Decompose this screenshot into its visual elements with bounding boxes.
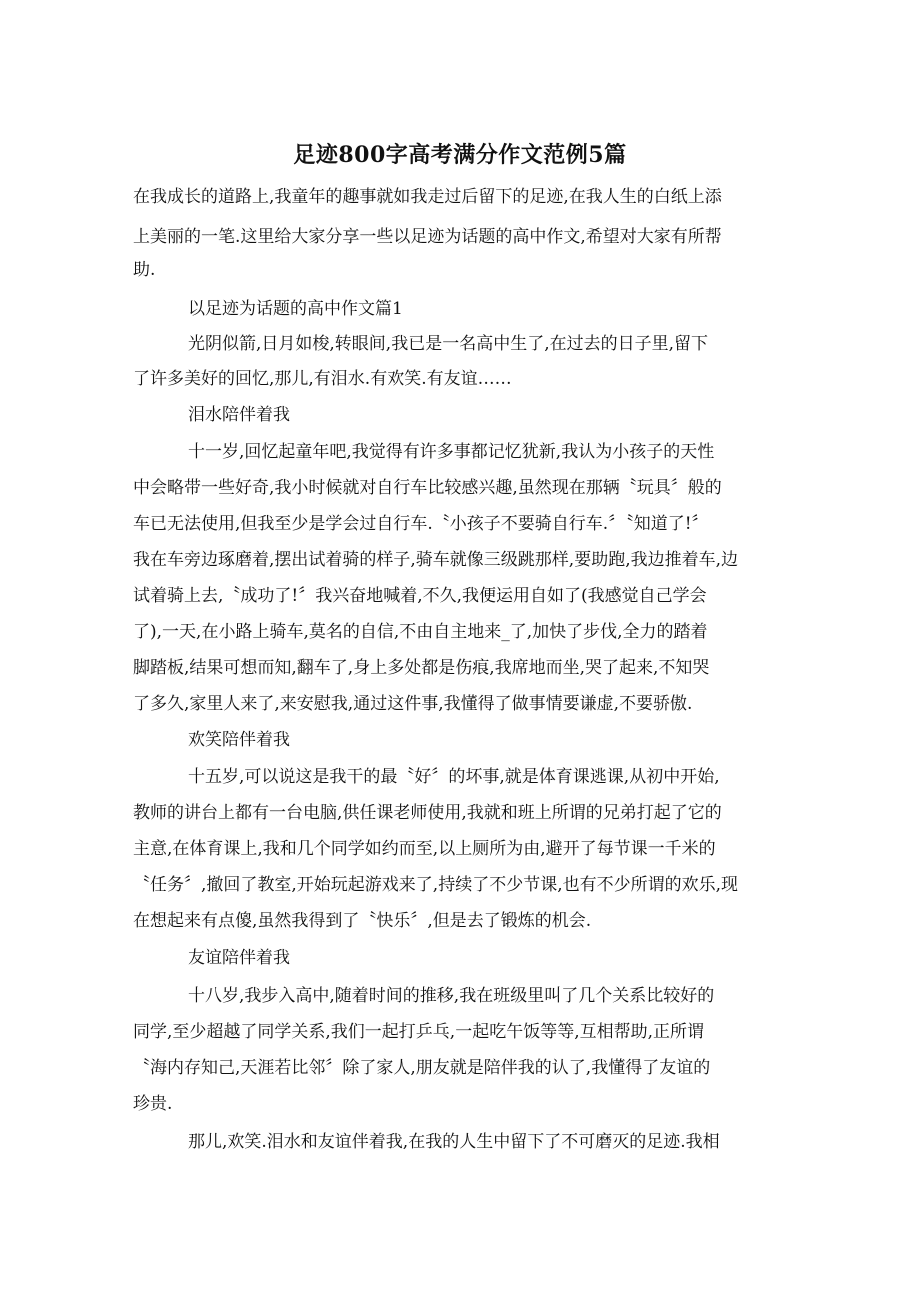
paragraph-line: 十五岁,可以说这是我干的最〝好〞的坏事,就是体育课逃课,从初中开始, (188, 767, 720, 787)
paragraph-line: 十一岁,回忆起童年吧,我觉得有许多事都记忆犹新,我认为小孩子的天性 (188, 442, 715, 462)
paragraph-line: 了许多美好的回忆,那儿,有泪水.有欢笑.有友谊…… (133, 369, 512, 389)
section-heading-essay-1: 以足迹为话题的高中作文篇1 (188, 299, 403, 319)
intro-line-1: 在我成长的道路上,我童年的趣事就如我走过后留下的足迹,在我人生的白纸上添 (133, 187, 722, 207)
document-title: 足迹800字高考满分作文范例5篇 (293, 142, 627, 168)
paragraph-line: 同学,至少超越了同学关系,我们一起打乒乓,一起吃午饭等等,互相帮助,正所谓 (133, 1022, 705, 1042)
paragraph-line: 〝海内存知己,天涯若比邻〞除了家人,朋友就是陪伴我的认了,我懂得了友谊的 (133, 1058, 711, 1078)
intro-line-2: 上美丽的一笔.这里给大家分享一些以足迹为话题的高中作文,希望对大家有所帮 (133, 227, 722, 247)
paragraph-line: 在想起来有点傻,虽然我得到了〝快乐〞,但是去了锻炼的机会. (133, 911, 592, 931)
paragraph-line: 主意,在体育课上,我和几个同学如约而至,以上厕所为由,避开了每节课一千米的 (133, 839, 716, 859)
paragraph-line: 珍贵. (133, 1094, 173, 1114)
paragraph-line: 那儿,欢笑.泪水和友谊伴着我,在我的人生中留下了不可磨灭的足迹.我相 (188, 1132, 720, 1152)
paragraph-line: 了),一天,在小路上骑车,莫名的自信,不由自主地来_了,加快了步伐,全力的踏着 (133, 622, 708, 642)
subheading-tears: 泪水陪伴着我 (188, 405, 290, 425)
paragraph-line: 脚踏板,结果可想而知,翻车了,身上多处都是伤痕,我席地而坐,哭了起来,不知哭 (133, 658, 710, 678)
intro-line-3: 助. (133, 260, 156, 280)
paragraph-line: 光阴似箭,日月如梭,转眼间,我已是一名高中生了,在过去的日子里,留下 (188, 334, 709, 354)
subheading-friendship: 友谊陪伴着我 (188, 948, 290, 968)
paragraph-line: 中会略带一些好奇,我小时候就对自行车比较感兴趣,虽然现在那辆〝玩具〞般的 (133, 478, 722, 498)
paragraph-line: 我在车旁边琢磨着,摆出试着骑的样子,骑车就像三级跳那样,要助跑,我边推着车,边 (133, 550, 739, 570)
paragraph-line: 车已无法使用,但我至少是学会过自行车.〝小孩子不要骑自行车.〞〝知道了!〞 (133, 514, 709, 534)
paragraph-line: 〝任务〞,撤回了教室,开始玩起游戏来了,持续了不少节课,也有不少所谓的欢乐,现 (133, 875, 739, 895)
subheading-laughter: 欢笑陪伴着我 (188, 730, 290, 750)
paragraph-line: 试着骑上去,〝成功了!〞我兴奋地喊着,不久,我便运用自如了(我感觉自己学会 (133, 586, 707, 606)
paragraph-line: 了多久,家里人来了,来安慰我,通过这件事,我懂得了做事情要谦虚,不要骄傲. (133, 694, 693, 714)
paragraph-line: 十八岁,我步入高中,随着时间的推移,我在班级里叫了几个关系比较好的 (188, 986, 715, 1006)
paragraph-line: 教师的讲台上都有一台电脑,供任课老师使用,我就和班上所谓的兄弟打起了它的 (133, 803, 722, 823)
